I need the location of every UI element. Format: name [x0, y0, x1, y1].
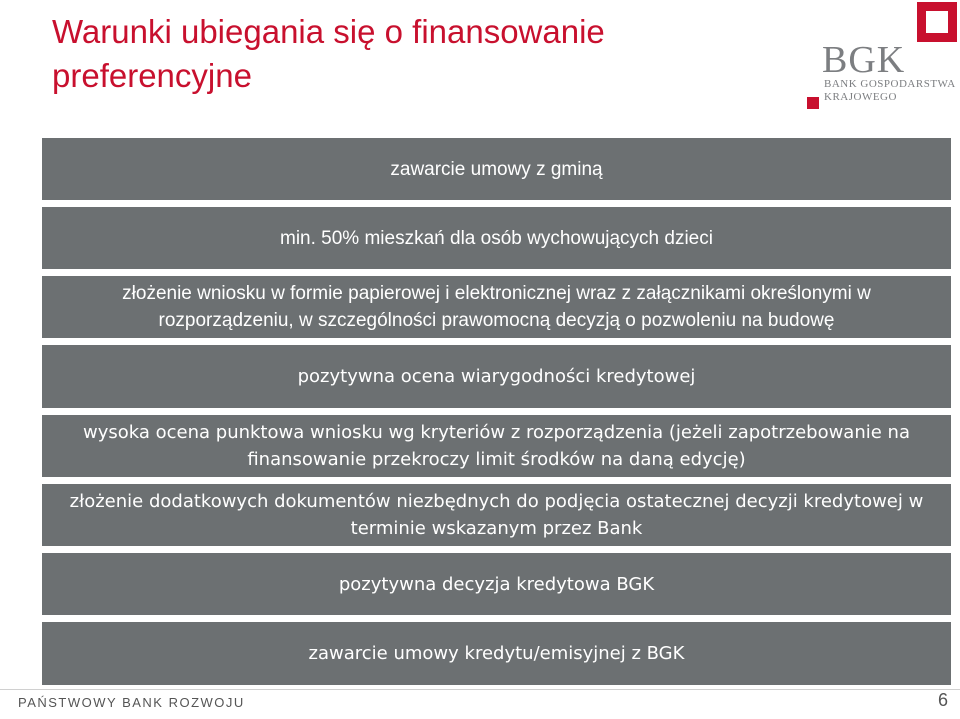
condition-box: min. 50% mieszkań dla osób wychowujących dzieci — [42, 207, 951, 269]
condition-box: wysoka ocena punktowa wniosku wg kryteriów z rozporządzenia (jeżeli zapotrzebowanie na finansowanie przekroczy limit środków na daną edycję) — [42, 415, 951, 477]
condition-box: złożenie wniosku w formie papierowej i elektronicznej wraz z załącznikami określonymi w rozporządzeniu, w szczególności prawomocną decyzją o pozwoleniu na budowę — [42, 276, 951, 338]
logo-subtitle: BANK GOSPODARSTWA KRAJOWEGO — [824, 78, 956, 103]
logo-dot-icon — [807, 97, 819, 109]
logo-text: BGK — [822, 39, 906, 81]
condition-box: zawarcie umowy kredytu/emisyjnej z BGK — [42, 622, 951, 685]
bgk-logo — [800, 0, 960, 115]
condition-box: pozytywna ocena wiarygodności kredytowej — [42, 345, 951, 408]
logo-square-icon — [917, 2, 957, 42]
page-number: 6 — [937, 690, 948, 710]
footer-divider — [0, 689, 960, 690]
condition-box: zawarcie umowy z gminą — [42, 138, 951, 200]
condition-box: złożenie dodatkowych dokumentów niezbędnych do podjęcia ostatecznej decyzji kredytowej w terminie wskazanym przez Bank — [42, 484, 951, 546]
footer-organization: PAŃSTWOWY BANK ROZWOJU — [18, 695, 245, 710]
page-title: Warunki ubiegania się o finansowanie preferencyjne — [52, 13, 605, 94]
condition-box: pozytywna decyzja kredytowa BGK — [42, 553, 951, 615]
